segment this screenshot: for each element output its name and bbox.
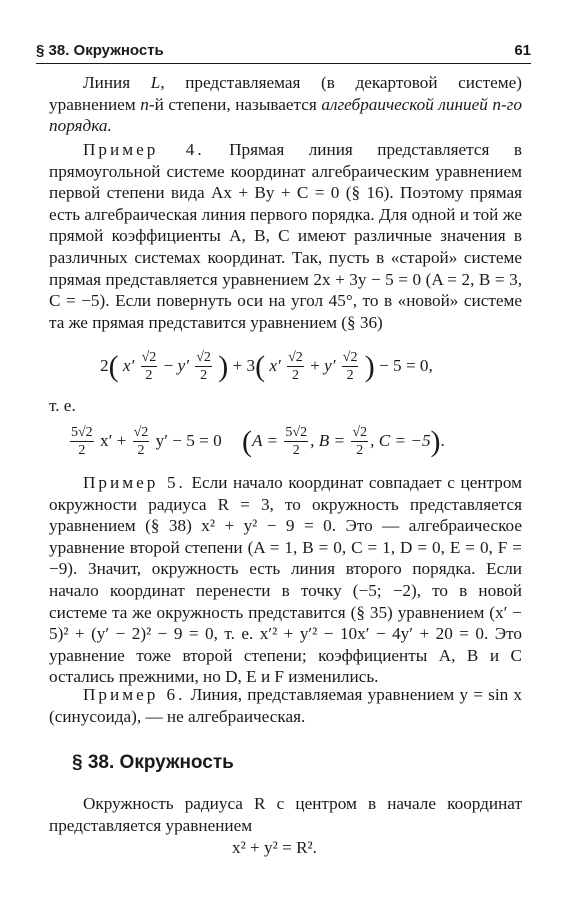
- formula-term: , B =: [310, 430, 350, 450]
- fraction: $\frac{√2}{2}$: [342, 350, 358, 383]
- fraction: $\frac{√2}{2}$: [196, 350, 211, 383]
- example-text: Если начало координат совпадает с центром окружности радиуса R = 3, то окружность представляется уравнением (§ 38) x² + y² − 9 = 0. Это — алгебраическое уравнение второй степени (A = 1, B = 0, C = 1, D = 0, E = 0, F = −9). Значит, окружность есть линия второго порядка. Если начало координат перенести в точку (−5; −2), то в новой системе та же окружность представится (§ 35) уравнением (x′ − 5)² + (y′ − 2)² − 9 = 0, т. е. x′² + y′² − 10x′ − 4y′ + 20 = 0. Это уравнение тоже второй степени; коэффициенты A, B и C остались прежними, но D, E и F изменились.: [49, 473, 522, 687]
- defined-term: алгебраической линией n-го порядка.: [49, 94, 522, 136]
- text-run: , представляемая (в декартовой системе) уравнением: [49, 73, 522, 114]
- formula-term: y′: [324, 355, 336, 375]
- text-run: L: [150, 73, 161, 92]
- formula-term: , C = −5: [370, 430, 431, 450]
- te-label: т. е.: [49, 396, 76, 415]
- fraction: $\frac{√2}{2}$: [352, 425, 368, 458]
- text-run: -й степени, называется: [148, 94, 322, 114]
- example-label: Пример 6.: [83, 685, 186, 704]
- fraction: $\frac{√2}{2}$: [133, 425, 149, 458]
- example-label: Пример 5.: [83, 473, 186, 492]
- fraction: $\frac{√2}{2}$: [141, 350, 157, 383]
- example-label: Пример 4.: [83, 140, 205, 159]
- example-text: Линия, представляемая уравнением y = sin x (синусоида), — не алгебраическая.: [49, 685, 522, 726]
- fraction: $\frac{5√2}{2}$: [285, 425, 308, 458]
- formula-term: −: [163, 355, 178, 375]
- formula-term: x′: [122, 355, 135, 375]
- formula-term: +: [310, 355, 325, 375]
- paragraph-circle: Окружность радиуса R с центром в начале координат представляется уравнением: [49, 794, 522, 835]
- new-line-equation: $\frac{5√2}{2}$ x′ + $\frac{√2}{2}$ y′ − 5 = 0 (A = $\frac{5√2}{2}$ , B = $\frac{√2}{2}$ , C = −5).: [71, 425, 445, 458]
- fraction: $\frac{5√2}{2}$: [71, 425, 93, 458]
- formula-term: x′ +: [95, 430, 131, 450]
- page-number: 61: [514, 42, 531, 59]
- formula-term: 2: [100, 355, 109, 375]
- section-heading: § 38. Окружность: [72, 752, 234, 773]
- formula-term: y′ − 5 = 0: [151, 430, 222, 450]
- fraction: $\frac{√2}{2}$: [288, 350, 303, 383]
- text-run: Линия: [83, 73, 151, 92]
- circle-equation: x² + y² = R².: [232, 838, 317, 857]
- formula-term: + 3: [228, 355, 256, 375]
- paragraph-example-6: [49, 684, 522, 727]
- paragraph-definition: [49, 72, 522, 137]
- example-text: Прямая линия представляется в прямоугольной системе координат алгебраическим уравнением первой степени вида Ax + By + C = 0 (§ 16). Поэтому прямая есть алгебраическая линия первого порядка. Для одной и той же прямой коэффициенты A, B, C имеют различные значения в различных системах координат. Так, пусть в «старой» системе прямая представляется уравнением 2x + 3y − 5 = 0 (A = 2, B = 3, C = −5). Если повернуть оси на угол 45°, то в «новой» системе та же прямая представится уравнением (§ 36): [49, 140, 522, 332]
- formula-term: − 5 = 0,: [374, 355, 433, 375]
- text-run: n: [140, 94, 149, 114]
- formula-term: x′: [269, 355, 281, 375]
- paragraph-example-4: [49, 139, 522, 333]
- formula-term: y′: [177, 355, 189, 375]
- header-rule: [36, 63, 531, 64]
- rotation-formula: 2( x′ $\frac{√2}{2}$ − y′ $\frac{√2}{2}$ ) + 3( x′ $\frac{√2}{2}$ + y′ $\frac{√2}{2}$ ) − 5 = 0,: [100, 350, 433, 383]
- running-head-title: § 38. Окружность: [36, 42, 164, 59]
- running-head: [36, 40, 531, 62]
- paragraph-example-5: [49, 472, 522, 688]
- formula-term: A =: [252, 430, 283, 450]
